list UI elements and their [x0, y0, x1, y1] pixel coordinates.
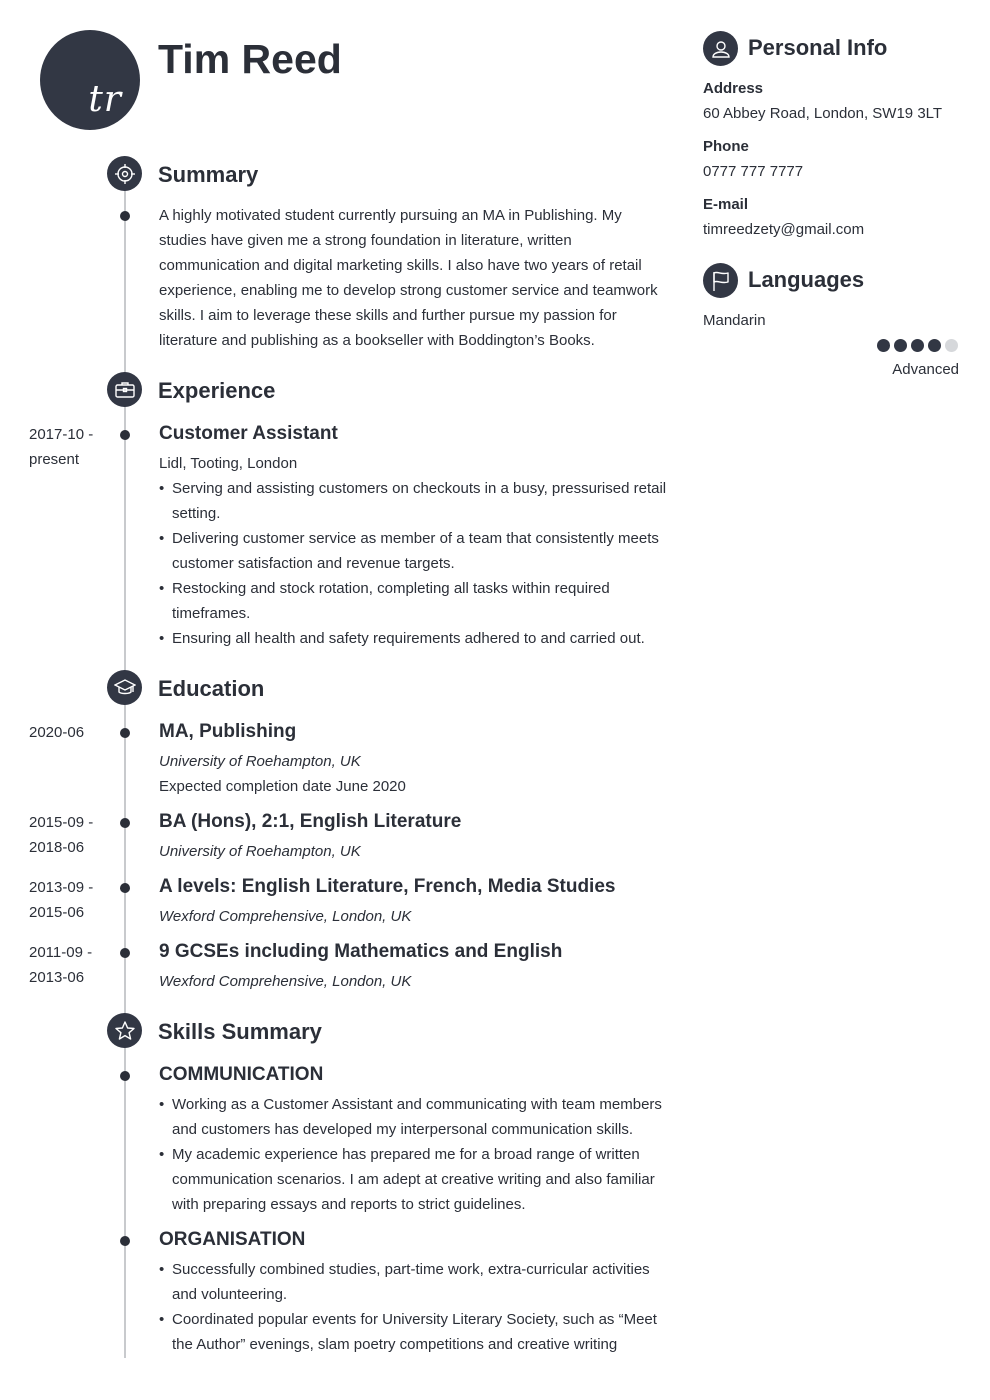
education-school: University of Roehampton, UK	[159, 843, 361, 860]
address-value: 60 Abbey Road, London, SW19 3LT	[703, 105, 943, 122]
education-date-end: 2018-06	[29, 839, 85, 856]
personal-info-title: Personal Info	[748, 35, 888, 60]
skills-section-title: Skills Summary	[158, 1019, 322, 1044]
skill-bullets	[159, 1092, 669, 1217]
skill-group-title: ORGANISATION	[159, 1229, 306, 1250]
rating-dot	[911, 339, 924, 352]
list-item: • Serving and assisting customers on checkouts in a busy, pressurised retail setting.	[159, 476, 669, 526]
experience-date-end: present	[29, 451, 80, 468]
list-item: • Working as a Customer Assistant and communicating with team members and customers has developed my interpersonal communication skills.	[159, 1092, 669, 1142]
education-date-start: 2011-09 -	[29, 944, 93, 961]
timeline-line	[124, 190, 126, 1358]
education-title: MA, Publishing	[159, 721, 297, 742]
email-value: timreedzety@gmail.com	[703, 221, 865, 238]
skill-group-title: COMMUNICATION	[159, 1064, 324, 1085]
avatar-initials: tr	[88, 79, 122, 120]
skill-bullets	[159, 1257, 669, 1357]
rating-dot	[928, 339, 941, 352]
phone-value: 0777 777 7777	[703, 163, 804, 180]
list-item: • Ensuring all health and safety requirements adhered to and carried out.	[159, 626, 669, 651]
experience-section-title: Experience	[158, 378, 276, 403]
education-date-end: 2015-06	[29, 904, 85, 921]
education-dot	[120, 818, 130, 828]
rating-dot	[945, 339, 958, 352]
language-level: Advanced	[892, 361, 959, 378]
education-section-title: Education	[158, 676, 265, 701]
experience-employer: Lidl, Tooting, London	[159, 455, 298, 472]
education-title: BA (Hons), 2:1, English Literature	[159, 811, 462, 832]
list-item: • My academic experience has prepared me for a broad range of written communication scenarios. I am adept at creative writing and also familiar with preparing essays and reports to strict guidelines.	[159, 1142, 669, 1217]
summary-section-title: Summary	[158, 162, 259, 187]
experience-title: Customer Assistant	[159, 423, 338, 444]
education-school: Wexford Comprehensive, London, UK	[159, 908, 412, 925]
briefcase-icon	[107, 372, 142, 407]
phone-label: Phone	[703, 138, 749, 155]
education-dot	[120, 728, 130, 738]
education-title: A levels: English Literature, French, Media Studies	[159, 876, 616, 897]
summary-dot	[120, 211, 130, 221]
languages-title: Languages	[748, 267, 865, 292]
address-label: Address	[703, 80, 764, 97]
user-icon	[703, 31, 738, 66]
flag-icon	[703, 263, 738, 298]
target-icon	[107, 156, 142, 191]
rating-dot	[877, 339, 890, 352]
star-icon	[107, 1013, 142, 1048]
candidate-name: Tim Reed	[158, 36, 342, 82]
experience-date-start: 2017-10 -	[29, 426, 94, 443]
education-note: Expected completion date June 2020	[159, 778, 406, 795]
email-label: E-mail	[703, 196, 749, 213]
list-item: • Delivering customer service as member of a team that consistently meets customer satisfaction and revenue targets.	[159, 526, 669, 576]
education-school: Wexford Comprehensive, London, UK	[159, 973, 412, 990]
education-date-end: 2013-06	[29, 969, 85, 986]
education-date-start: 2020-06	[29, 724, 85, 741]
education-title: 9 GCSEs including Mathematics and English	[159, 941, 563, 962]
avatar	[40, 30, 140, 130]
list-item: • Coordinated popular events for University Literary Society, such as “Meet the Author” evenings, slam poetry competitions and creative writing	[159, 1307, 669, 1357]
skill-dot	[120, 1071, 130, 1081]
experience-dot	[120, 430, 130, 440]
language-name: Mandarin	[703, 312, 766, 329]
language-rating	[877, 339, 958, 352]
education-date-start: 2015-09 -	[29, 814, 94, 831]
experience-bullets	[159, 476, 669, 651]
education-dot	[120, 883, 130, 893]
list-item: • Successfully combined studies, part-time work, extra-curricular activities and volunteering.	[159, 1257, 669, 1307]
list-item: • Restocking and stock rotation, completing all tasks within required timeframes.	[159, 576, 669, 626]
skill-dot	[120, 1236, 130, 1246]
summary-text: A highly motivated student currently pursuing an MA in Publishing. My studies have given me a strong foundation in literature, written communication and digital marketing skills. I also have two years of retail experience, enabling me to develop strong customer service and teamwork skills. I aim to leverage these skills and further pursue my passion for literature and publishing as a bookseller with Boddington’s Books.	[159, 207, 658, 349]
education-school: University of Roehampton, UK	[159, 753, 361, 770]
rating-dot	[894, 339, 907, 352]
education-date-start: 2013-09 -	[29, 879, 94, 896]
education-dot	[120, 948, 130, 958]
graduation-cap-icon	[107, 670, 142, 705]
